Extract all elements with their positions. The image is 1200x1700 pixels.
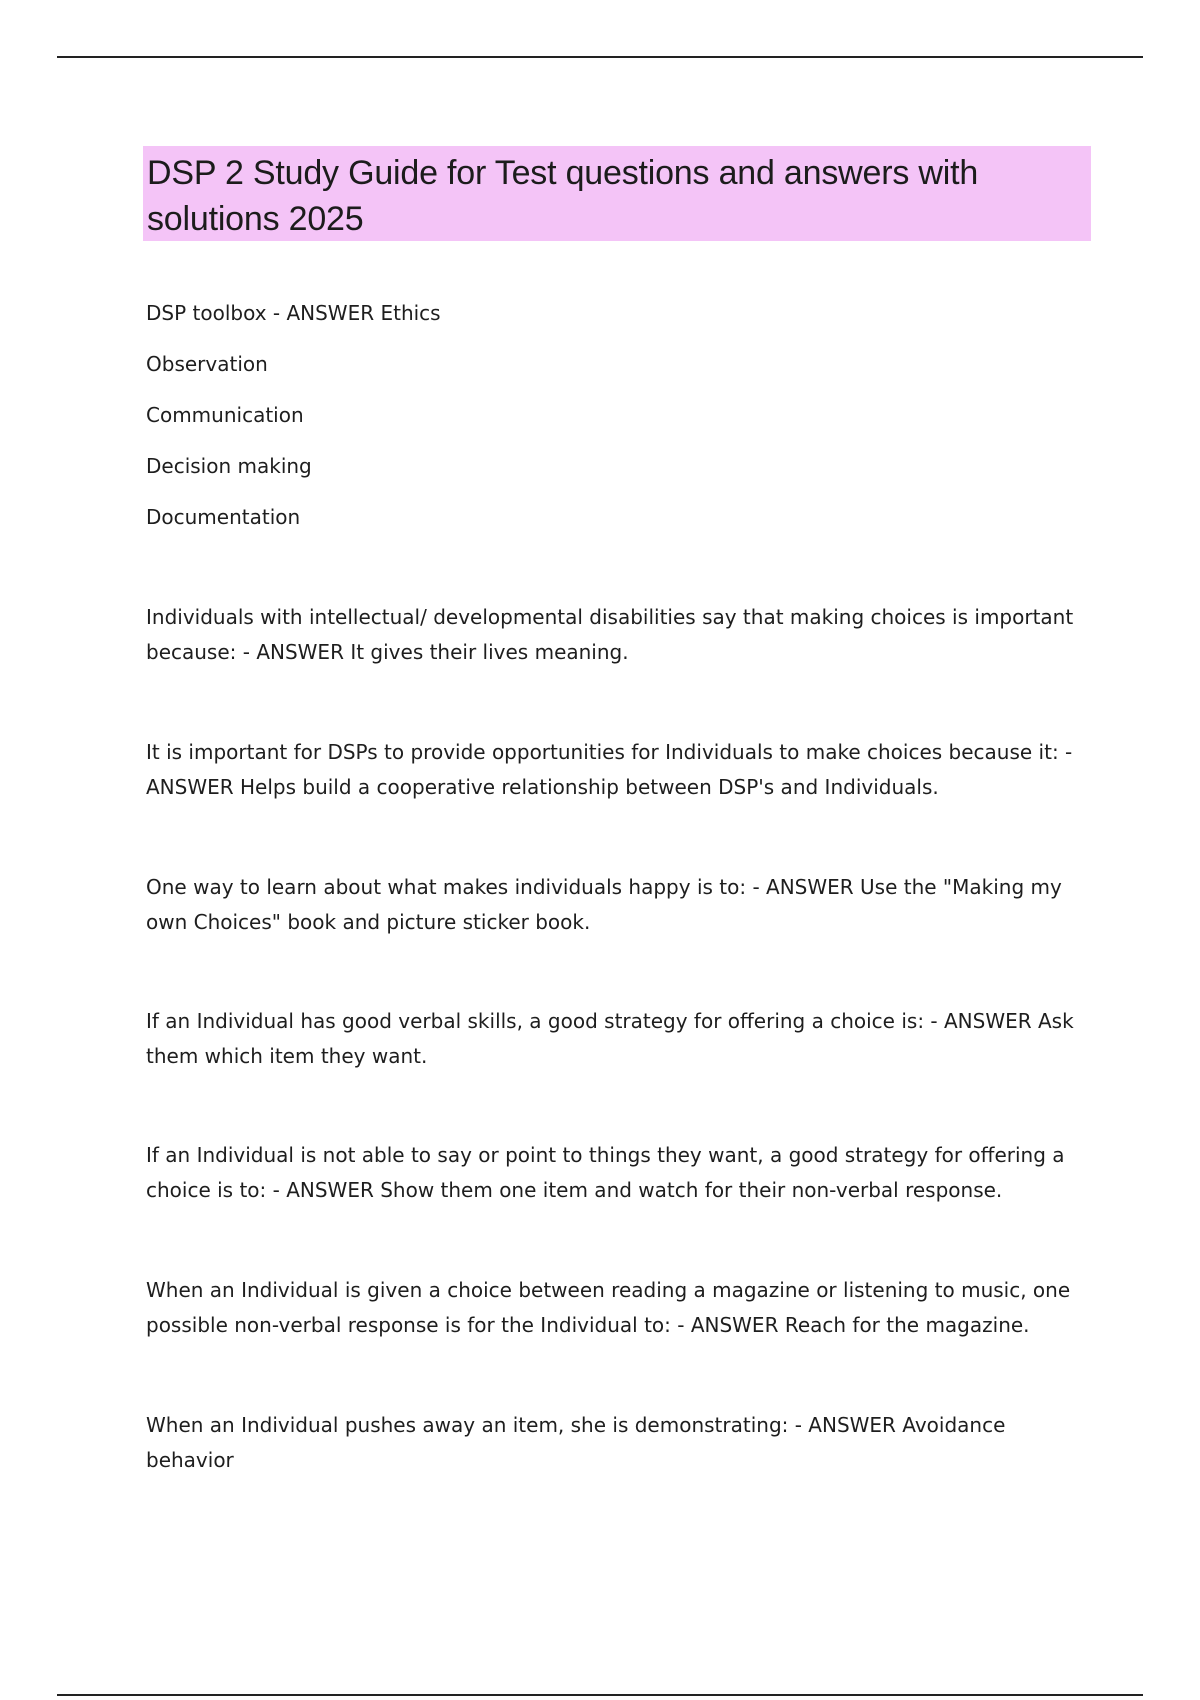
qa-item	[146, 1004, 1096, 1138]
qa-text: It is important for DSPs to provide opportunities for Individuals to make choices because it: - ANSWER Helps build a cooperative relationship between DSP's and Individuals.	[146, 740, 1073, 799]
toolbox-item: Communication	[146, 403, 304, 427]
title-highlight	[143, 146, 1091, 241]
document-body	[146, 296, 1096, 1478]
qa-text: One way to learn about what makes individuals happy is to: - ANSWER Use the "Making my own Choices" book and picture sticker book.	[146, 875, 1062, 934]
qa-text: If an Individual has good verbal skills, a good strategy for offering a choice is: - ANSWER Ask them which item they want.	[146, 1009, 1074, 1068]
qa-item	[146, 870, 1096, 1004]
toolbox-item: Documentation	[146, 505, 301, 529]
toolbox-item: Observation	[146, 352, 268, 376]
qa-item	[146, 1138, 1096, 1273]
qa-text: If an Individual is not able to say or point to things they want, a good strategy for offering a choice is to: - ANSWER Show them one item and watch for their non-verbal response.	[146, 1143, 1065, 1202]
qa-text: When an Individual is given a choice between reading a magazine or listening to music, one possible non-verbal response is for the Individual to: - ANSWER Reach for the magazine.	[146, 1278, 1071, 1337]
qa-item	[146, 735, 1096, 870]
page-top-rule	[57, 56, 1143, 58]
qa-item	[146, 600, 1096, 735]
document-title: DSP 2 Study Guide for Test questions and answers with solutions 2025	[147, 154, 979, 238]
qa-item	[146, 1408, 1096, 1478]
page-bottom-rule	[57, 1694, 1143, 1696]
qa-text: When an Individual pushes away an item, she is demonstrating: - ANSWER Avoidance behavior	[146, 1413, 1006, 1472]
toolbox-first-line: DSP toolbox - ANSWER Ethics	[146, 301, 441, 325]
qa-text: Individuals with intellectual/ developmental disabilities say that making choices is important because: - ANSWER It gives their lives meaning.	[146, 605, 1074, 664]
toolbox-item: Decision making	[146, 454, 312, 478]
qa-item	[146, 1273, 1096, 1408]
